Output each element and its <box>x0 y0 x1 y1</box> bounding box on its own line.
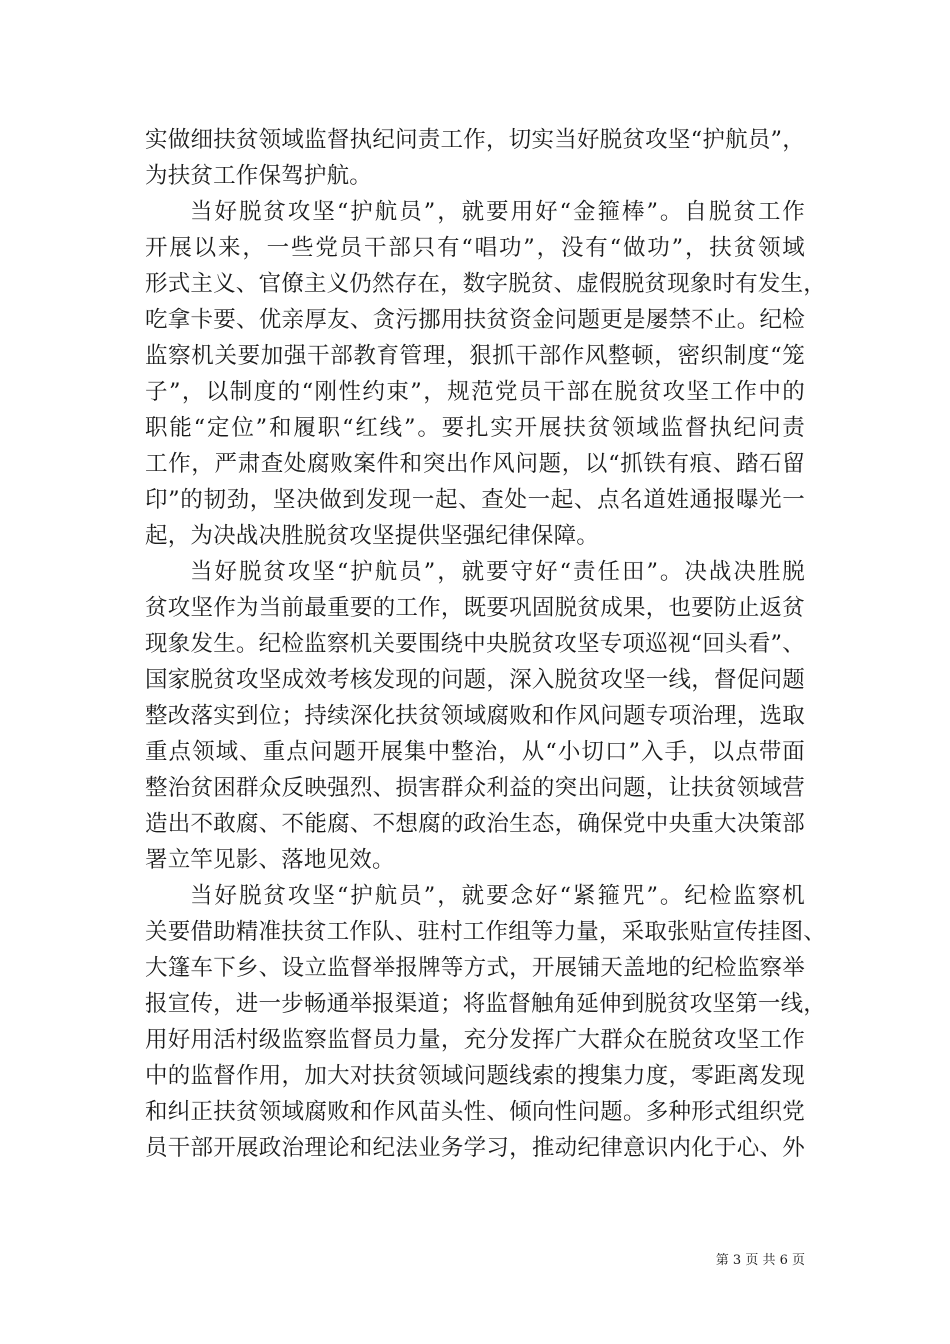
text-line: 和纠正扶贫领域腐败和作风苗头性、倾向性问题。多种形式组织党 <box>145 1099 805 1125</box>
text-line: 子”，以制度的“刚性约束”，规范党员干部在脱贫攻坚工作中的 <box>145 379 805 405</box>
text-line: 实做细扶贫领域监督执纪问责工作，切实当好脱贫攻坚“护航员”， <box>145 127 805 153</box>
page-number-footer: 第 3 页 共 6 页 <box>715 1253 805 1268</box>
text-line: 用好用活村级监察监督员力量，充分发挥广大群众在脱贫攻坚工作 <box>145 1027 805 1053</box>
text-line: 署立竿见影、落地见效。 <box>145 847 395 873</box>
text-line: 工作，严肃查处腐败案件和突出作风问题，以“抓铁有痕、踏石留 <box>145 451 805 477</box>
text-line: 现象发生。纪检监察机关要围绕中央脱贫攻坚专项巡视“回头看”、 <box>145 631 805 657</box>
paragraph-first-line: 当好脱贫攻坚“护航员”，就要守好“责任田”。决战决胜脱 <box>190 559 805 585</box>
text-line: 国家脱贫攻坚成效考核发现的问题，深入脱贫攻坚一线，督促问题 <box>145 667 805 693</box>
text-line: 起，为决战决胜脱贫攻坚提供坚强纪律保障。 <box>145 523 600 549</box>
paragraph-first-line: 当好脱贫攻坚“护航员”，就要念好“紧箍咒”。纪检监察机 <box>190 883 805 909</box>
paragraph-first-line: 当好脱贫攻坚“护航员”，就要用好“金箍棒”。自脱贫工作 <box>190 199 805 225</box>
text-line: 报宣传，进一步畅通举报渠道；将监督触角延伸到脱贫攻坚第一线， <box>145 991 827 1017</box>
text-line: 贫攻坚作为当前最重要的工作，既要巩固脱贫成果，也要防止返贫 <box>145 595 805 621</box>
text-line: 整改落实到位；持续深化扶贫领域腐败和作风问题专项治理，选取 <box>145 703 805 729</box>
text-line: 开展以来，一些党员干部只有“唱功”，没有“做功”，扶贫领域 <box>145 235 805 261</box>
text-line: 吃拿卡要、优亲厚友、贪污挪用扶贫资金问题更是屡禁不止。纪检 <box>145 307 805 333</box>
text-line: 员干部开展政治理论和纪法业务学习，推动纪律意识内化于心、外 <box>145 1135 805 1161</box>
text-line: 职能“定位”和履职“红线”。要扎实开展扶贫领域监督执纪问责 <box>145 415 805 441</box>
text-line: 为扶贫工作保驾护航。 <box>145 163 373 189</box>
text-line: 印”的韧劲，坚决做到发现一起、查处一起、点名道姓通报曝光一 <box>145 487 805 513</box>
text-line: 重点领域、重点问题开展集中整治，从“小切口”入手，以点带面 <box>145 739 805 765</box>
text-line: 形式主义、官僚主义仍然存在，数字脱贫、虚假脱贫现象时有发生， <box>145 271 827 297</box>
text-line: 中的监督作用，加大对扶贫领域问题线索的搜集力度，零距离发现 <box>145 1063 805 1089</box>
text-line: 关要借助精准扶贫工作队、驻村工作组等力量，采取张贴宣传挂图、 <box>145 919 827 945</box>
text-line: 大篷车下乡、设立监督举报牌等方式，开展铺天盖地的纪检监察举 <box>145 955 805 981</box>
text-line: 监察机关要加强干部教育管理，狠抓干部作风整顿，密织制度“笼 <box>145 343 805 369</box>
text-line: 整治贫困群众反映强烈、损害群众利益的突出问题，让扶贫领域营 <box>145 775 805 801</box>
text-line: 造出不敢腐、不能腐、不想腐的政治生态，确保党中央重大决策部 <box>145 811 805 837</box>
